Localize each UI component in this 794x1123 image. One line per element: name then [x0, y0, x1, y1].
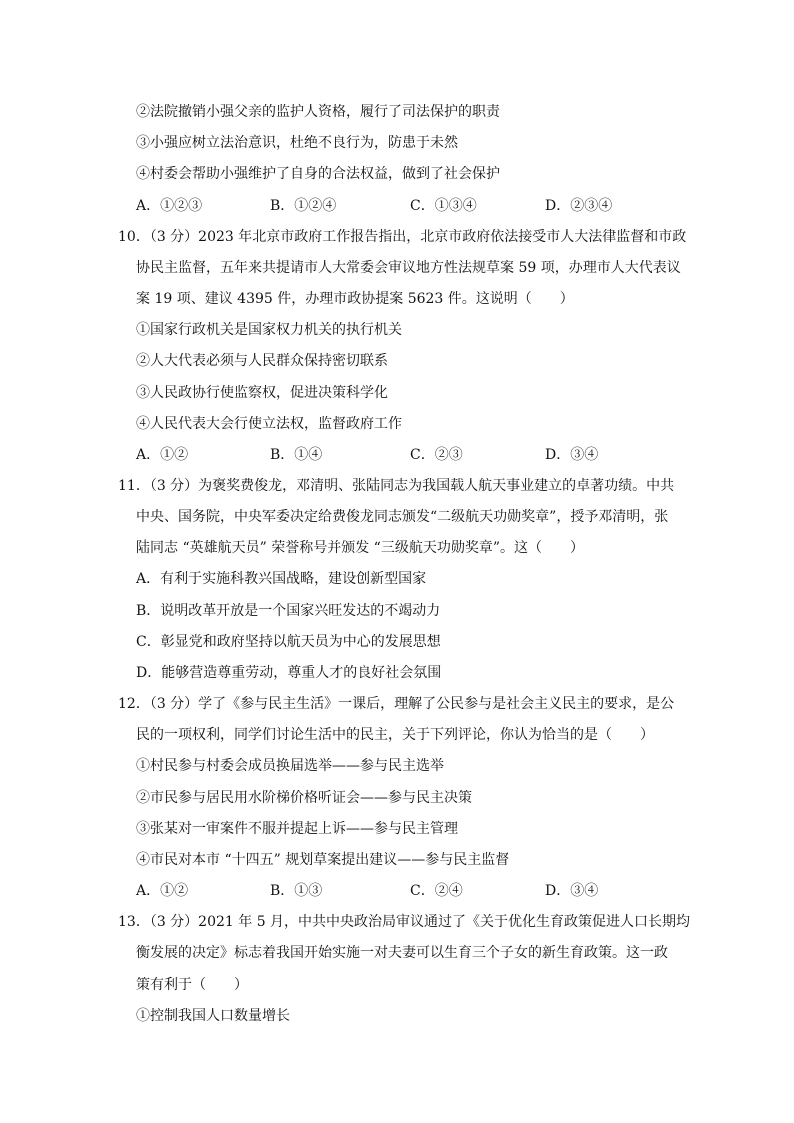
q11-option-a: A．有利于实施科教兴国战略，建设创新型国家	[136, 571, 427, 587]
q11-option-c: C．彰显党和政府坚持以航天员为中心的发展思想	[136, 634, 441, 650]
q9-option-c: C．①③④	[410, 198, 477, 214]
q10-option-a: A．①②	[136, 447, 189, 463]
q9-option-a: A．①②③	[136, 198, 203, 214]
q13-stem-line-3: 策有利于（ ）	[136, 977, 248, 993]
q9-item-2: ②法院撤销小强父亲的监护人资格，履行了司法保护的职责	[136, 104, 500, 120]
q11-option-d: D．能够营造尊重劳动，尊重人才的良好社会氛围	[136, 665, 442, 681]
q10-item-2: ②人大代表必须与人民群众保持密切联系	[136, 353, 388, 369]
q10-item-1: ①国家行政机关是国家权力机关的执行机关	[136, 322, 402, 338]
q12-option-d: D．③④	[545, 883, 599, 899]
q10-stem-line-1: 10．（3 分）2023 年北京市政府工作报告指出，北京市政府依法接受市人大法律监督和市政	[118, 229, 687, 245]
q10-option-c: C．②③	[410, 447, 463, 463]
q12-option-c: C．②④	[410, 883, 463, 899]
q12-item-2: ②市民参与居民用水阶梯价格听证会——参与民主决策	[136, 790, 472, 806]
q10-stem-line-3: 案 19 项、建议 4395 件，办理市政协提案 5623 件。这说明（ ）	[136, 291, 574, 307]
q10-option-d: D．③④	[545, 447, 599, 463]
q11-stem-line-3: 陆同志 “英雄航天员” 荣誉称号并颁发 “三级航天功勋奖章”。这（ ）	[136, 540, 584, 556]
q12-item-4: ④市民对本市 “十四五” 规划草案提出建议——参与民主监督	[136, 852, 510, 868]
q13-stem-line-1: 13．（3 分）2021 年 5 月，中共中央政治局审议通过了《关于优化生育政策促进人口长期均	[118, 914, 691, 930]
q9-option-b: B．①②④	[270, 198, 337, 214]
q12-item-3: ③张某对一审案件不服并提起上诉——参与民主管理	[136, 821, 458, 837]
q12-option-b: B．①③	[270, 883, 323, 899]
q11-stem-line-2: 中央、国务院，中央军委决定给费俊龙同志颁发“二级航天功勋奖章”，授予邓清明，张	[136, 509, 669, 525]
q10-item-4: ④人民代表大会行使立法权，监督政府工作	[136, 416, 402, 432]
q11-option-b: B．说明改革开放是一个国家兴旺发达的不竭动力	[136, 603, 441, 619]
q10-option-b: B．①④	[270, 447, 323, 463]
q9-option-d: D．②③④	[545, 198, 613, 214]
q12-item-1: ①村民参与村委会成员换届选举——参与民主选举	[136, 758, 444, 774]
q9-item-3: ③小强应树立法治意识，杜绝不良行为，防患于未然	[136, 135, 458, 151]
q11-stem-line-1: 11．（3 分）为褒奖费俊龙，邓清明、张陆同志为我国载人航天事业建立的卓著功绩。中共	[118, 478, 675, 494]
q10-stem-line-2: 协民主监督，五年来共提请市人大常委会审议地方性法规草案 59 项，办理市人大代表议	[136, 260, 681, 276]
q12-stem-line-1: 12．（3 分）学了《参与民主生活》一课后，理解了公民参与是社会主义民主的要求，是公	[118, 696, 675, 712]
q13-stem-line-2: 衡发展的决定》标志着我国开始实施一对夫妻可以生育三个子女的新生育政策。这一政	[136, 945, 668, 961]
q10-item-3: ③人民政协行使监察权，促进决策科学化	[136, 385, 388, 401]
q12-option-a: A．①②	[136, 883, 189, 899]
q12-stem-line-2: 民的一项权利，同学们讨论生活中的民主，关于下列评论，你认为恰当的是（ ）	[136, 727, 654, 743]
q9-item-4: ④村委会帮助小强维护了自身的合法权益，做到了社会保护	[136, 166, 500, 182]
q13-item-1: ①控制我国人口数量增长	[136, 1008, 290, 1024]
